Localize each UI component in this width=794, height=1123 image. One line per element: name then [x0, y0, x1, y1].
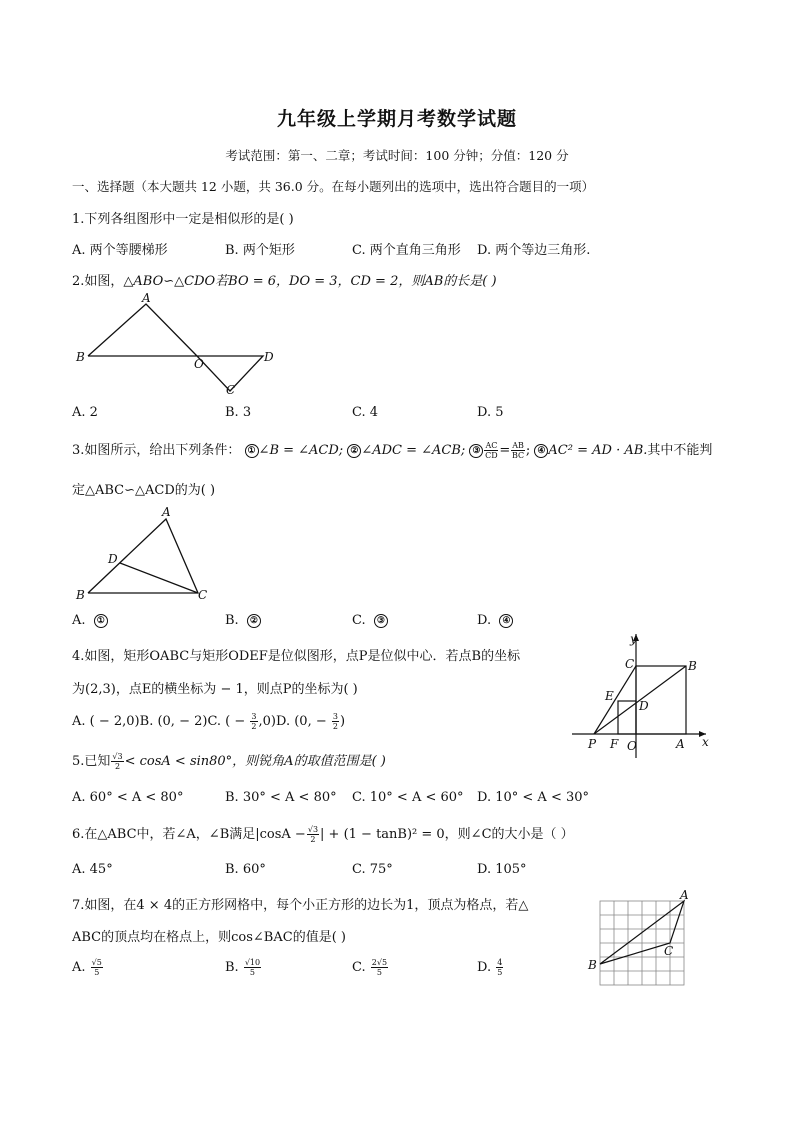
- q4-option-a: A. ( − 2,0): [72, 714, 140, 729]
- q2-stem-prefix: 2.如图，: [72, 274, 124, 289]
- q5-option-a: A. 60° < A < 80°: [72, 790, 184, 805]
- q4-option-b: B. (0, − 2): [139, 714, 208, 729]
- q6-option-b: B. 60°: [225, 862, 266, 877]
- q4-label-b: B: [688, 659, 697, 673]
- q3-label-d: D: [108, 552, 118, 566]
- q6-option-d: D. 105°: [477, 862, 527, 877]
- q4-stem-line2: 为(2,3)，点E的横坐标为 − 1，则点P的坐标为( ): [72, 682, 358, 697]
- q4-label-p: P: [588, 737, 597, 751]
- q3-stem-lead: 3.如图所示，给出下列条件：: [72, 443, 241, 458]
- q4-label-d: D: [639, 699, 649, 713]
- q3-stem-tail: 其中不能判: [647, 443, 713, 458]
- q6-option-c: C. 75°: [352, 862, 393, 877]
- q1-option-a: A. 两个等腰梯形: [72, 243, 168, 258]
- q4-label-c: C: [625, 657, 635, 671]
- q2-label-c: C: [226, 383, 236, 397]
- q3-frac-2: $\frac{AB}{BC}$: [512, 441, 525, 460]
- q3-cond-4: AC² = AD · AB.: [548, 443, 648, 458]
- q3-frac-eq: =: [499, 443, 511, 458]
- q5-option-d: D. 10° < A < 30°: [477, 790, 590, 805]
- q4-figure: [568, 628, 718, 763]
- q3-stem-line1: 3.如图所示，给出下列条件： ① ∠B = ∠ACD; ② ∠ADC = ∠ACB; ③ $\frac{AC}{CD}$ = $\frac{AB}{BC}$ ; ④ AC² = AD · AB.其中不能判: [72, 441, 713, 460]
- q3-mark-3: ③: [469, 444, 483, 458]
- q3-option-a: A. ①: [72, 613, 108, 628]
- q7-option-c: C. $\frac{2√5}{5}$: [352, 958, 388, 977]
- q7-stem-line2: ABC的顶点均在格点上，则cos∠BAC的值是( ): [72, 930, 346, 945]
- section-heading: 一、选择题（本大题共 12 小题，共 36.0 分。在每小题列出的选项中，选出符合题目的一项）: [72, 179, 595, 194]
- q5-frac: $\frac{√3}{2}$: [112, 752, 123, 771]
- exam-info: 考试范围：第一、二章；考试时间：100 分钟；分值：120 分: [225, 148, 569, 163]
- q4-options: A. ( − 2,0)B. (0, − 2)C. ( − $\frac{3}{2}$ ,0)D. (0, − $\frac{3}{2}$ ): [72, 712, 346, 731]
- q3-label-b: B: [76, 588, 85, 602]
- q3-option-b: B. ②: [225, 613, 261, 628]
- q2-label-o: O: [194, 357, 204, 371]
- q7-option-d: D. $\frac{4}{5}$: [477, 958, 503, 977]
- q3-option-c: C. ③: [352, 613, 388, 628]
- q4-option-d: D. (0, −: [276, 714, 331, 729]
- q2-option-c: C. 4: [352, 405, 379, 420]
- q7-label-c: C: [664, 944, 674, 958]
- q7-option-a: A. $\frac{√5}{5}$: [72, 958, 102, 977]
- q2-option-d: D. 5: [477, 405, 504, 420]
- q2-stem: [72, 270, 497, 289]
- q3-figure: [74, 505, 214, 605]
- q3-frac-1: $\frac{AC}{CD}$: [485, 441, 498, 460]
- q7-label-b: B: [588, 958, 597, 972]
- q3-option-d: D. ④: [477, 613, 513, 628]
- q2-option-b: B. 3: [225, 405, 252, 420]
- q6-frac: $\frac{√3}{2}$: [307, 825, 319, 844]
- q2-option-a: A. 2: [72, 405, 98, 420]
- q2-figure: [70, 290, 290, 405]
- q1-option-c: C. 两个直角三角形: [352, 243, 461, 258]
- q7-stem-line1: 7.如图，在4 × 4的正方形网格中，每个小正方形的边长为1，顶点为格点，若△: [72, 898, 529, 913]
- q1-stem: 1.下列各组图形中一定是相似形的是( ): [72, 212, 294, 227]
- q4-label-e: E: [605, 689, 614, 703]
- q3-cond-2: ∠ADC = ∠ACB;: [361, 443, 466, 458]
- q5-option-c: C. 10° < A < 60°: [352, 790, 464, 805]
- q3-mark-1: ①: [245, 444, 259, 458]
- q4-label-a: A: [676, 737, 685, 751]
- q4-option-d-frac: $\frac{3}{2}$: [332, 712, 338, 731]
- q3-label-a: A: [162, 505, 171, 519]
- q7-option-b: B. $\frac{√10}{5}$: [225, 958, 261, 977]
- q6-stem: 6.在△ABC中，若∠A，∠B满足|cosA − $\frac{√3}{2}$ | + (1 − tanB)² = 0，则∠C的大小是（ ）: [72, 825, 574, 844]
- q2-stem-math: △ABO∽△CDO若BO = 6，DO = 3，CD = 2，则AB的长是( ): [123, 274, 497, 289]
- q1-option-b: B. 两个矩形: [225, 243, 295, 258]
- q3-stem-line2: 定△ABC∽△ACD的为( ): [72, 483, 216, 498]
- q4-stem-line1: 4.如图，矩形OABC与矩形ODEF是位似图形，点P是位似中心．若点B的坐标: [72, 649, 521, 664]
- q1-option-d: D. 两个等边三角形.: [477, 243, 591, 258]
- q3-mark-4: ④: [534, 444, 548, 458]
- q6-option-a: A. 45°: [72, 862, 113, 877]
- q2-label-d: D: [264, 350, 274, 364]
- q7-label-a: A: [680, 888, 689, 902]
- q7-figure: [584, 888, 694, 988]
- q3-mark-2: ②: [347, 444, 361, 458]
- q4-label-f: F: [610, 737, 619, 751]
- q3-cond-1: ∠B = ∠ACD;: [258, 443, 344, 458]
- q4-label-o: O: [627, 739, 637, 753]
- q2-label-a: A: [142, 291, 151, 305]
- page-title: 九年级上学期月考数学试题: [276, 108, 517, 130]
- q5-option-b: B. 30° < A < 80°: [225, 790, 337, 805]
- q4-label-y: y: [630, 632, 637, 646]
- q4-option-c-frac: $\frac{3}{2}$: [251, 712, 257, 731]
- q5-stem: 5.已知 $\frac{√3}{2}$ < cosA < sin80°，则锐角A的取值范围是( ): [72, 752, 386, 771]
- q2-label-b: B: [76, 350, 85, 364]
- q4-option-c: C. ( −: [207, 714, 250, 729]
- q3-label-c: C: [198, 588, 208, 602]
- q4-label-x: x: [702, 735, 709, 749]
